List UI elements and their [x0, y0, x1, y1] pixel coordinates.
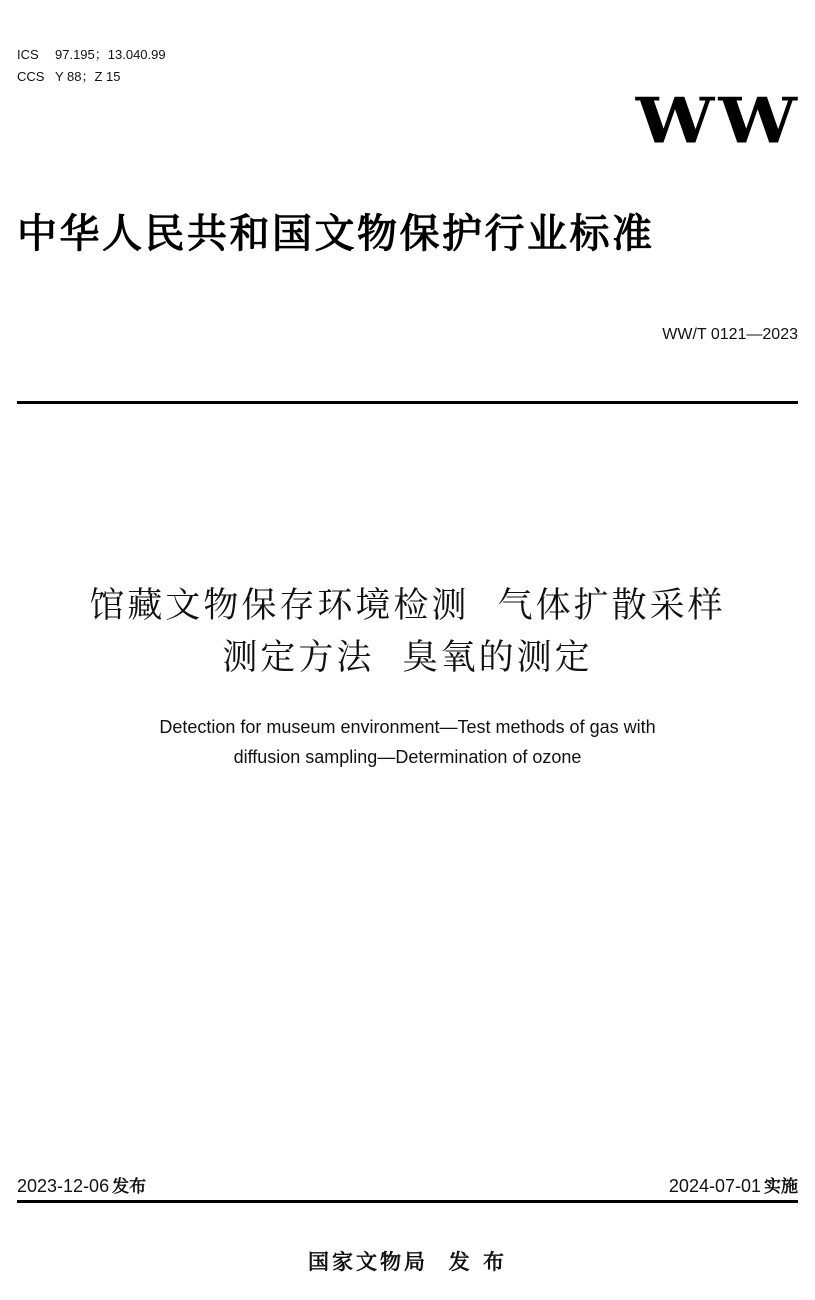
- ww-logo: WW: [635, 83, 801, 158]
- english-title-line-1: Detection for museum environment—Test methods of gas with: [159, 717, 656, 737]
- issue-date-suffix: 发布: [112, 1177, 147, 1197]
- chinese-title-line-1: 馆藏文物保存环境检测 气体扩散采样: [89, 586, 726, 626]
- classification-codes: [17, 44, 166, 88]
- english-title: [0, 712, 815, 772]
- bottom-divider: [17, 1200, 798, 1203]
- ics-label: ICS: [17, 47, 39, 62]
- standard-number: WW/T 0121—2023: [662, 326, 798, 343]
- standard-category-title: 中华人民共和国文物保护行业标准: [17, 210, 655, 257]
- implementation-date: [669, 1172, 798, 1197]
- issue-date-value: 2023-12-06: [17, 1176, 110, 1196]
- top-divider: [17, 401, 798, 404]
- chinese-title: [0, 580, 815, 684]
- english-title-line-2: diffusion sampling—Determination of ozone: [233, 747, 582, 767]
- ccs-value: Y 88；Z 15: [55, 69, 121, 84]
- ics-row: [17, 44, 166, 66]
- ccs-label: CCS: [17, 69, 45, 84]
- ccs-row: [17, 66, 166, 88]
- issue-date: [17, 1172, 146, 1197]
- implementation-date-value: 2024-07-01: [668, 1176, 761, 1196]
- chinese-title-line-2: 测定方法 臭氧的测定: [222, 638, 593, 678]
- ics-value: 97.195；13.040.99: [55, 47, 166, 62]
- implementation-date-suffix: 实施: [764, 1177, 798, 1197]
- issuing-authority: 国家文物局 发 布: [308, 1250, 507, 1274]
